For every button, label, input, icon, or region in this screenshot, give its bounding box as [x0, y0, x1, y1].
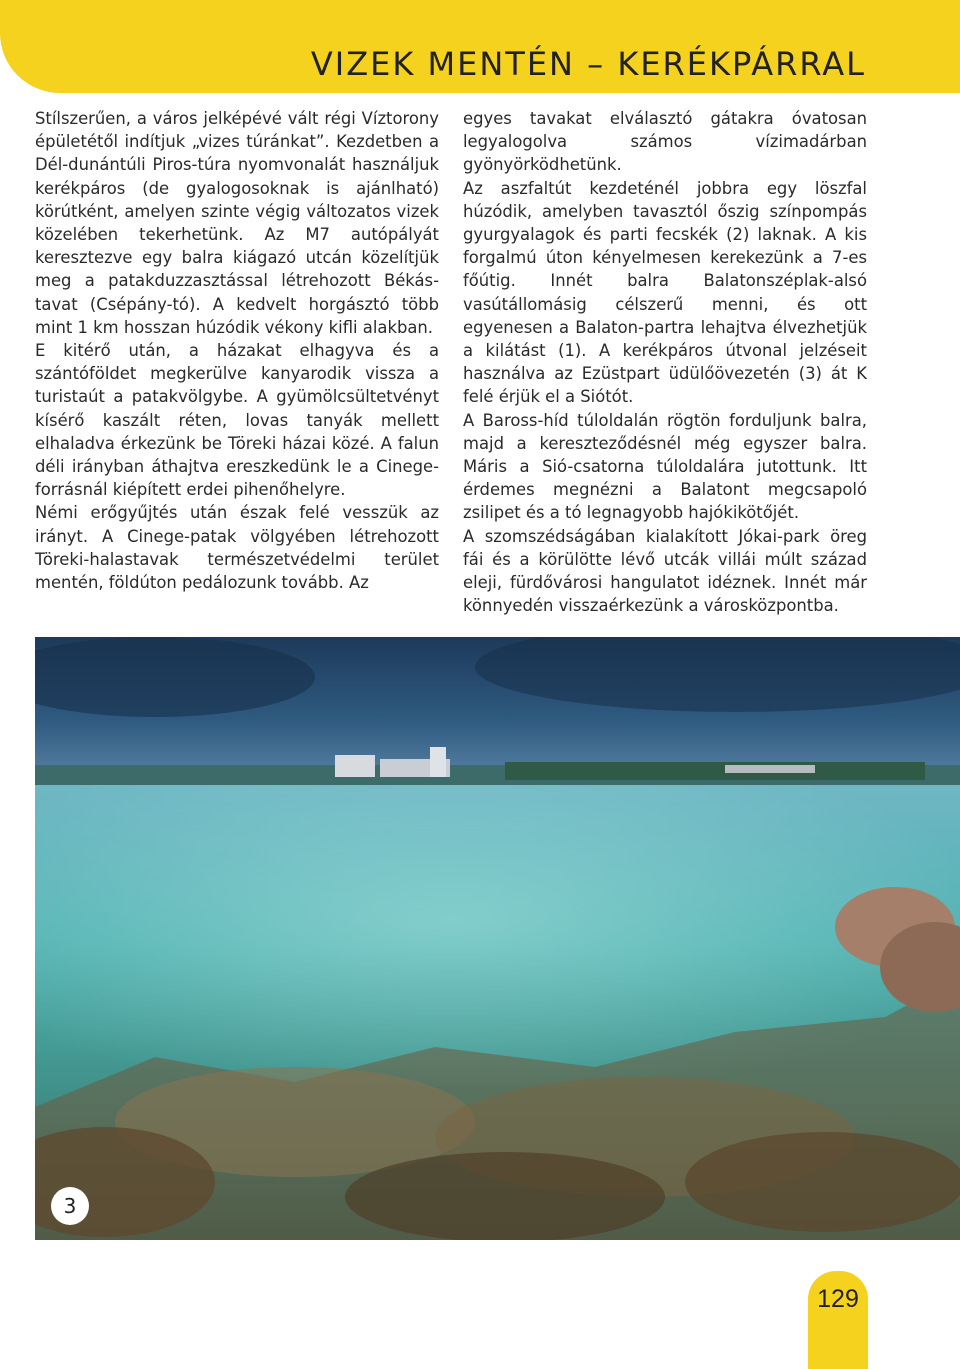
- right-text-column: [463, 107, 867, 617]
- photo-number-badge: 3: [51, 1187, 89, 1225]
- left-text-column: [35, 107, 439, 594]
- lake-photo: [35, 637, 960, 1240]
- paragraph: Az aszfaltút kezdeténél jobbra egy löszfal húzódik, amelyben tavasztól őszig színpompás gyurgyalagok és parti fecskék (2) laknak. A kis forgalmú úton kényelmesen kerekezünk a 7-es főútig. Innét balra Balatonszéplak-alsó vasútállomásig célszerű menni, és ott egyenesen a Balaton-partra lehajtva élvezhetjük a kilátást (1). A kerékpáros útvonal jelzéseit használva az Ezüstpart üdülőövezetén (3) át K felé érjük el a Siótót.: [463, 178, 867, 407]
- paragraph: egyes tavakat elválasztó gátakra óvatosan legyalogolva számos vízimadárban gyönyörködhetünk.: [463, 109, 867, 175]
- page-section-title: VIZEK MENTÉN – KERÉKPÁRRAL: [310, 45, 866, 84]
- paragraph: A Baross-híd túloldalán rögtön forduljunk balra, majd a kereszteződésnél még egyszer balra. Máris a Sió-csatorna túloldalára jutottunk. Itt érdemes megnézni a Balatont megcsapoló zsilipet és a tó legnagyobb hajókikötőjét.: [463, 410, 867, 523]
- page-number: 129: [817, 1285, 859, 1313]
- paragraph: E kitérő után, a házakat elhagyva és a szántóföldet megkerülve kanyarodik vissza a turistaút a patakvölgybe. A gyümölcsültetvényt kísérő kaszált réten, lovas tanyák mellett elhaladva érkezünk be Töreki házai közé. A falun déli irányban áthajtva ereszkedünk le a Cinege-forrásnál kiépített erdei pihenőhelyre.: [35, 341, 439, 500]
- paragraph: Némi erőgyűjtés után észak felé vesszük az irányt. A Cinege-patak völgyében létrehozott Töreki-halastavak természetvédelmi terület mentén, földúton pedálozunk tovább. Az: [35, 503, 439, 593]
- paragraph: Stílszerűen, a város jelképévé vált régi Víztorony épületétől indítjuk „vizes túránkat”. Kezdetben a Dél-dunántúli Piros-túra nyomvonalát használjuk kerékpáros (de gyalogosoknak is ajánlható) körútként, amelyen szinte végig változatos vizek közelében tekerhetünk. Az M7 autópályát keresztezve egy balra kiágazó utcán közelítjük meg a patakduzzasztással létrehozott Békás-tavat (Csépány-tó). A kedvelt horgásztó több mint 1 km hosszan húzódik vékony kifli alakban.: [35, 109, 439, 337]
- paragraph: A szomszédságában kialakított Jókai-park öreg fái és a körülötte lévő utcák villái múlt század eleji, fürdővárosi hangulatot idéznek. Innét már könnyedén visszaérkezünk a városközpontba.: [463, 526, 867, 616]
